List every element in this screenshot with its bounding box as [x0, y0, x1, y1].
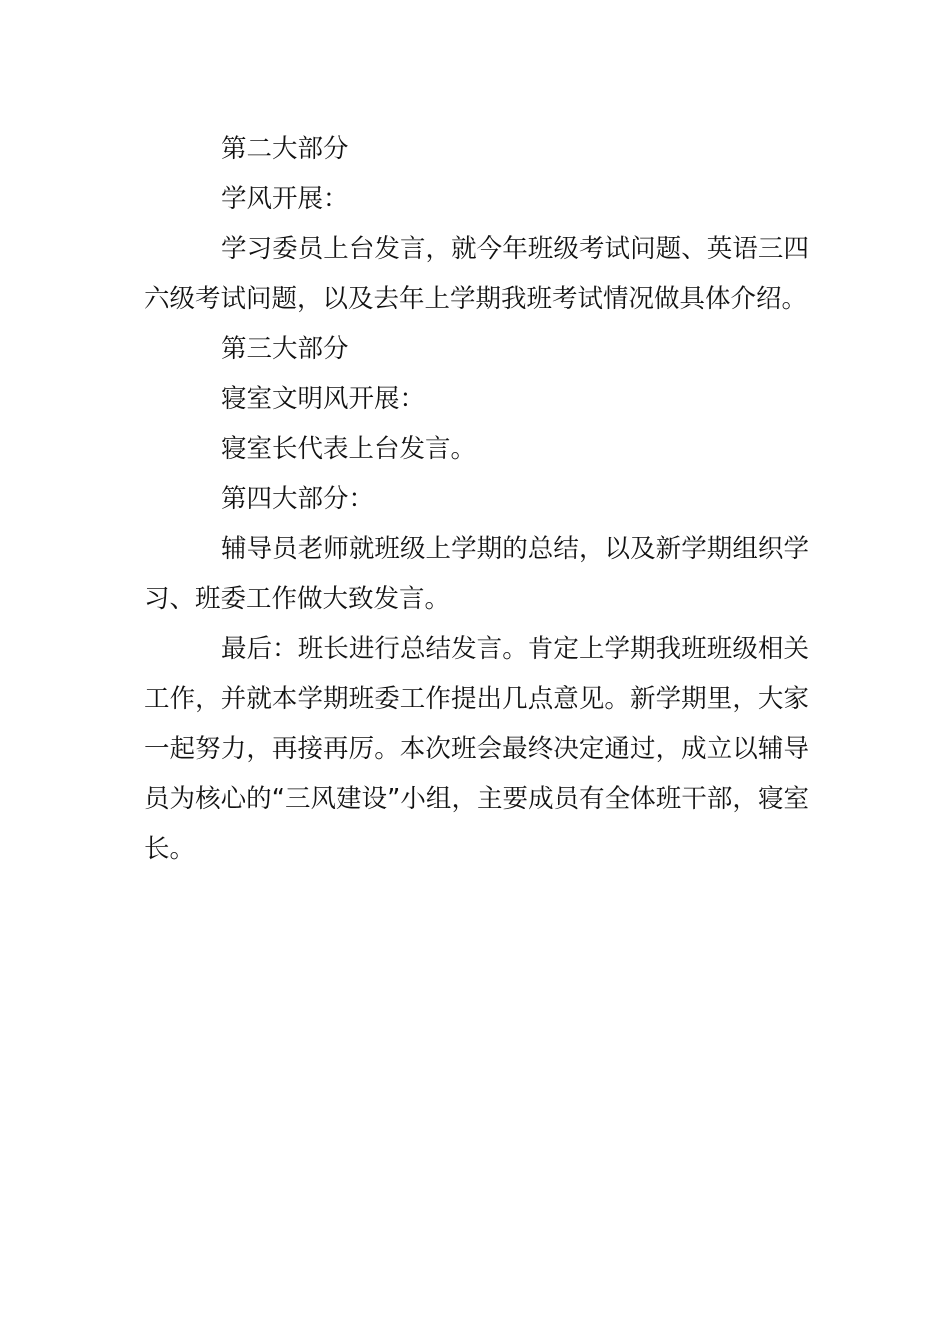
subheading-study-style: 学风开展：: [221, 184, 349, 214]
section-heading-part-three: 第三大部分: [221, 334, 349, 364]
subheading-dorm-style: 寝室文明风开展：: [221, 384, 426, 414]
paragraph-conclusion: 最后：班长进行总结发言。肯定上学期我班班级相关工作，并就本学期班委工作提出几点意见。新学期里，大家一起努力，再接再厉。本次班会最终决定通过，成立以辅导员为核心的“三风建设”小组，主要成员有全体班干部，寝室长。: [144, 634, 809, 864]
document-body: [144, 124, 809, 874]
paragraph-dorm-leader: 寝室长代表上台发言。: [221, 434, 477, 464]
paragraph-counselor: 辅导员老师就班级上学期的总结，以及新学期组织学习、班委工作做大致发言。: [144, 534, 809, 614]
section-heading-part-four: 第四大部分：: [221, 484, 375, 514]
paragraph-study-committee: 学习委员上台发言，就今年班级考试问题、英语三四六级考试问题，以及去年上学期我班考试情况做具体介绍。: [144, 234, 809, 314]
section-heading-part-two: 第二大部分: [221, 134, 349, 164]
